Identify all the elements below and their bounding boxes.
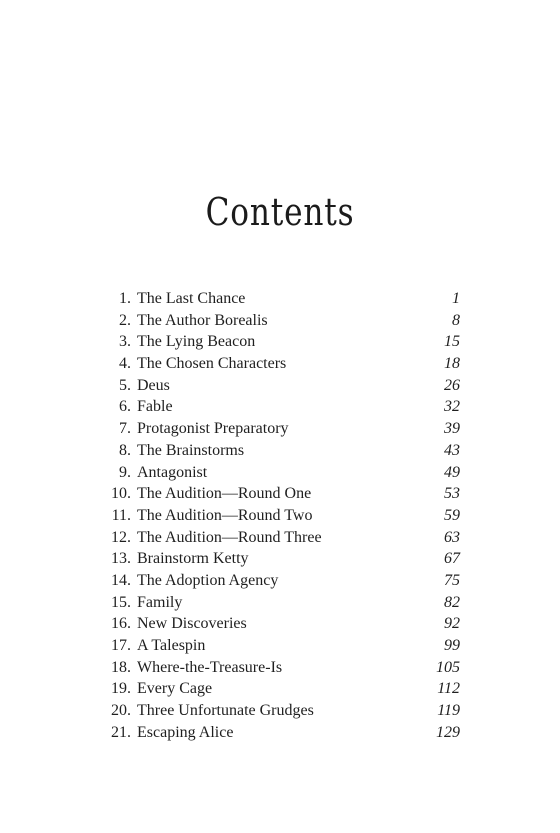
chapter-number: 1. xyxy=(119,290,131,307)
chapter-title: New Discoveries xyxy=(137,615,247,633)
chapter-number: 8. xyxy=(119,441,131,459)
toc-entry xyxy=(105,548,460,570)
chapter-number: 3. xyxy=(119,333,131,351)
toc-entry xyxy=(105,527,460,549)
chapter-page-number: 119 xyxy=(437,702,460,720)
chapter-number: 12. xyxy=(111,528,131,546)
toc-entry xyxy=(105,700,460,722)
toc-entry xyxy=(105,483,460,505)
chapter-title: Brainstorm Ketty xyxy=(137,550,249,568)
chapter-number: 14. xyxy=(111,571,131,589)
toc-entry xyxy=(105,592,460,614)
chapter-title: Protagonist Preparatory xyxy=(137,420,289,438)
toc-entry xyxy=(105,678,460,700)
chapter-title: The Lying Beacon xyxy=(137,333,256,351)
toc-entry xyxy=(105,418,460,440)
chapter-page-number: 39 xyxy=(444,420,460,438)
chapter-number: 6. xyxy=(119,398,131,416)
chapter-page-number: 32 xyxy=(444,398,460,416)
page-title: Contents xyxy=(205,190,355,234)
toc-entry xyxy=(105,331,460,353)
chapter-number: 16. xyxy=(111,615,131,633)
toc-entry xyxy=(105,635,460,657)
chapter-title: Fable xyxy=(137,398,173,416)
toc-entry xyxy=(105,353,460,375)
chapter-page-number: 1 xyxy=(452,290,460,307)
chapter-page-number: 15 xyxy=(444,333,460,351)
chapter-page-number: 105 xyxy=(436,658,460,676)
chapter-page-number: 59 xyxy=(444,506,460,524)
chapter-title: The Audition—Round Three xyxy=(137,528,322,546)
chapter-title: The Adoption Agency xyxy=(137,571,279,589)
chapter-title: Escaping Alice xyxy=(137,723,234,741)
chapter-number: 7. xyxy=(119,420,131,438)
chapter-page-number: 53 xyxy=(444,485,460,503)
chapter-page-number: 75 xyxy=(444,571,460,589)
chapter-page-number: 99 xyxy=(444,637,460,654)
toc-entry xyxy=(105,570,460,592)
chapter-title: The Author Borealis xyxy=(137,311,268,329)
chapter-number: 9. xyxy=(119,463,131,481)
chapter-number: 18. xyxy=(111,658,131,676)
chapter-page-number: 26 xyxy=(444,376,460,394)
chapter-number: 4. xyxy=(119,355,131,373)
toc-entry xyxy=(105,613,460,635)
toc-entry xyxy=(105,657,460,679)
chapter-title: Where-the-Treasure-Is xyxy=(137,658,283,676)
toc-entry xyxy=(105,722,460,744)
chapter-page-number: 92 xyxy=(444,615,460,633)
chapter-number: 21. xyxy=(111,723,131,741)
chapter-number: 15. xyxy=(111,593,131,611)
chapter-title: A Talespin xyxy=(137,637,206,654)
chapter-page-number: 63 xyxy=(444,528,460,546)
chapter-page-number: 67 xyxy=(444,550,460,568)
chapter-page-number: 112 xyxy=(437,680,460,698)
toc-entry xyxy=(105,440,460,462)
chapter-number: 11. xyxy=(111,506,131,524)
chapter-title: Every Cage xyxy=(137,680,213,698)
chapter-page-number: 82 xyxy=(444,593,460,611)
chapter-number: 2. xyxy=(119,311,131,329)
chapter-page-number: 43 xyxy=(444,441,460,459)
table-of-contents xyxy=(105,288,460,743)
chapter-title: The Audition—Round One xyxy=(137,485,312,503)
chapter-number: 17. xyxy=(111,637,131,654)
chapter-number: 19. xyxy=(111,680,131,698)
chapter-title: The Chosen Characters xyxy=(137,355,287,373)
toc-entry xyxy=(105,462,460,484)
toc-entry xyxy=(105,288,460,310)
chapter-title: Three Unfortunate Grudges xyxy=(137,702,314,720)
chapter-number: 20. xyxy=(111,702,131,720)
chapter-title: Deus xyxy=(137,376,170,394)
chapter-title: The Brainstorms xyxy=(137,441,245,459)
toc-entry xyxy=(105,375,460,397)
chapter-page-number: 129 xyxy=(436,723,460,741)
chapter-page-number: 18 xyxy=(444,355,460,373)
chapter-number: 13. xyxy=(111,550,131,568)
chapter-title: Antagonist xyxy=(137,463,208,481)
toc-entry xyxy=(105,505,460,527)
chapter-title: The Last Chance xyxy=(137,290,246,307)
chapter-number: 10. xyxy=(111,485,131,503)
chapter-page-number: 8 xyxy=(452,311,460,329)
chapter-title: Family xyxy=(137,593,183,611)
chapter-number: 5. xyxy=(119,376,131,394)
chapter-title: The Audition—Round Two xyxy=(137,506,313,524)
toc-entry xyxy=(105,310,460,332)
chapter-page-number: 49 xyxy=(444,463,460,481)
toc-entry xyxy=(105,396,460,418)
